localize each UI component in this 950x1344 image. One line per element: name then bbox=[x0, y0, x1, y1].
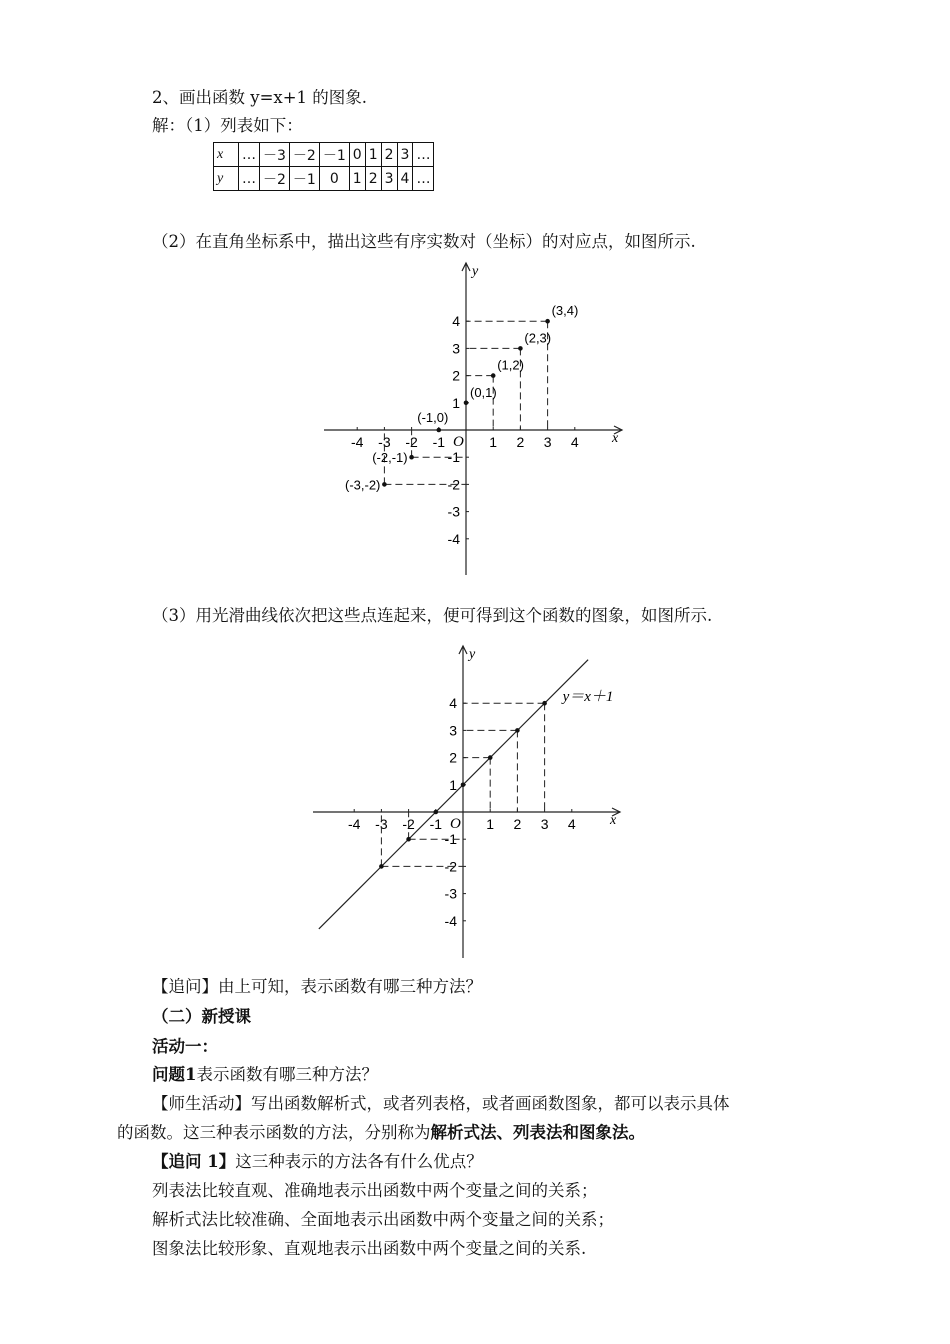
data-point bbox=[545, 319, 550, 324]
followup-question: 【追问】由上可知，表示函数有哪三种方法？ bbox=[152, 977, 482, 996]
question1 bbox=[152, 1064, 378, 1086]
solution-step3: （3）用光滑曲线依次把这些点连起来，便可得到这个函数的图象，如图所示. bbox=[152, 606, 713, 625]
y-tick-label: 2 bbox=[452, 367, 460, 384]
table-cell: … bbox=[239, 143, 260, 167]
y-tick-label: 2 bbox=[449, 749, 457, 766]
x-tick-label: -3 bbox=[375, 816, 388, 832]
x-tick-label: 2 bbox=[513, 816, 522, 832]
table-cell: 3 bbox=[397, 143, 413, 167]
data-point bbox=[518, 346, 523, 351]
y-tick-label: 3 bbox=[449, 722, 457, 739]
x-tick-label: 2 bbox=[516, 434, 525, 450]
function-label: y＝x＋1 bbox=[562, 689, 614, 706]
data-point bbox=[515, 728, 520, 733]
table-cell: … bbox=[413, 167, 434, 191]
coordinate-plot-line bbox=[310, 640, 630, 965]
question1-text: 表示函数有哪三种方法？ bbox=[196, 1065, 378, 1084]
advantage-formula-method: 解析式法比较准确、全面地表示出函数中两个变量之间的关系； bbox=[152, 1210, 614, 1229]
point-label: (-2,-1) bbox=[372, 450, 408, 466]
table-cell: －3 bbox=[260, 143, 290, 167]
table-cell: 1 bbox=[349, 167, 365, 191]
x-tick-label: -1 bbox=[432, 434, 446, 450]
teacher-activity-line1: 【师生活动】写出函数解析式，或者列表格，或者画函数图象，都可以表示具体 bbox=[152, 1094, 730, 1113]
table-cell: 3 bbox=[381, 167, 397, 191]
table-cell: －1 bbox=[289, 167, 319, 191]
data-point bbox=[409, 455, 414, 460]
x-tick-label: 3 bbox=[540, 816, 549, 832]
table-header-y: y bbox=[214, 167, 239, 191]
table-cell: 2 bbox=[381, 143, 397, 167]
followup1 bbox=[152, 1151, 483, 1173]
x-tick-label: -2 bbox=[405, 434, 418, 450]
y-tick-label: 1 bbox=[449, 776, 457, 793]
y-axis-label: y bbox=[472, 264, 479, 279]
origin-label: O bbox=[453, 434, 464, 450]
y-tick-label: -3 bbox=[447, 503, 460, 520]
three-methods-bold: 解析式法、列表法和图象法。 bbox=[430, 1123, 645, 1142]
activity-heading: 活动一： bbox=[152, 1037, 218, 1056]
x-tick-label: 1 bbox=[486, 816, 495, 832]
x-tick-label: 4 bbox=[567, 816, 576, 832]
teacher-line2-text: 的函数。这三种表示函数的方法，分别称为 bbox=[117, 1123, 431, 1142]
advantage-table-method: 列表法比较直观、准确地表示出函数中两个变量之间的关系； bbox=[152, 1181, 598, 1200]
followup1-label: 【追问 1】 bbox=[152, 1152, 236, 1171]
data-point bbox=[461, 783, 466, 788]
x-tick-label: 4 bbox=[570, 434, 579, 450]
coordinate-plot-points bbox=[320, 255, 630, 585]
table-cell: 0 bbox=[319, 167, 349, 191]
x-axis-label: x bbox=[610, 813, 617, 828]
x-tick-label: -3 bbox=[378, 434, 391, 450]
question1-label: 问题 bbox=[152, 1065, 185, 1084]
value-table bbox=[213, 142, 434, 191]
advantage-graph-method: 图象法比较形象、直观地表示出函数中两个变量之间的关系. bbox=[152, 1239, 587, 1258]
x-tick-label: -4 bbox=[350, 434, 364, 450]
y-tick-label: 4 bbox=[449, 695, 457, 712]
section-title: （二）新授课 bbox=[152, 1007, 251, 1026]
y-tick-label: -2 bbox=[444, 858, 457, 875]
x-tick-label: -2 bbox=[402, 816, 415, 832]
table-cell: … bbox=[413, 143, 434, 167]
table-row-x bbox=[214, 143, 434, 167]
data-point bbox=[488, 755, 493, 760]
y-tick-label: -3 bbox=[444, 885, 457, 902]
data-point bbox=[382, 482, 387, 487]
table-cell: 1 bbox=[365, 143, 381, 167]
x-axis-label: x bbox=[612, 431, 619, 446]
x-tick-label: -4 bbox=[347, 816, 361, 832]
point-label: (1,2) bbox=[497, 357, 524, 373]
point-label: (-1,0) bbox=[417, 410, 449, 425]
y-tick-label: -1 bbox=[447, 449, 460, 466]
data-point bbox=[464, 401, 469, 406]
x-tick-label: 3 bbox=[543, 434, 552, 450]
y-tick-label: -2 bbox=[447, 476, 460, 493]
table-cell: －2 bbox=[260, 167, 290, 191]
table-header-x: x bbox=[214, 143, 239, 167]
data-point bbox=[406, 837, 411, 842]
x-tick-label: -1 bbox=[429, 816, 443, 832]
question1-number: 1 bbox=[185, 1065, 197, 1084]
point-label: (0,1) bbox=[470, 384, 497, 400]
origin-label: O bbox=[450, 816, 461, 832]
problem-title: 2、画出函数 y=x+1 的图象. bbox=[152, 88, 368, 107]
table-cell: －2 bbox=[289, 143, 319, 167]
table-cell: … bbox=[239, 167, 260, 191]
data-point bbox=[542, 701, 547, 706]
data-point bbox=[437, 428, 442, 433]
teacher-activity-line2 bbox=[117, 1122, 645, 1144]
y-tick-label: 1 bbox=[452, 394, 460, 411]
table-cell: 2 bbox=[365, 167, 381, 191]
y-tick-label: -4 bbox=[444, 912, 457, 929]
solution-step1: 解：（1）列表如下： bbox=[152, 116, 303, 135]
y-tick-label: 3 bbox=[452, 340, 460, 357]
data-point bbox=[434, 810, 439, 815]
x-tick-label: 1 bbox=[489, 434, 498, 450]
y-tick-label: -4 bbox=[447, 530, 460, 547]
point-label: (2,3) bbox=[524, 330, 552, 346]
followup1-text: 这三种表示的方法各有什么优点？ bbox=[235, 1152, 483, 1171]
y-tick-label: -1 bbox=[444, 831, 457, 848]
table-row-y bbox=[214, 167, 434, 191]
solution-step2: （2）在直角坐标系中，描出这些有序实数对（坐标）的对应点，如图所示. bbox=[152, 232, 696, 251]
point-label: (3,4) bbox=[551, 303, 579, 319]
point-label: (-3,-2) bbox=[345, 477, 381, 493]
table-cell: 0 bbox=[349, 143, 365, 167]
y-tick-label: 4 bbox=[452, 313, 460, 330]
data-point bbox=[491, 373, 496, 378]
data-point bbox=[379, 864, 384, 869]
y-axis-label: y bbox=[469, 647, 476, 662]
table-cell: －1 bbox=[319, 143, 349, 167]
table-cell: 4 bbox=[397, 167, 413, 191]
